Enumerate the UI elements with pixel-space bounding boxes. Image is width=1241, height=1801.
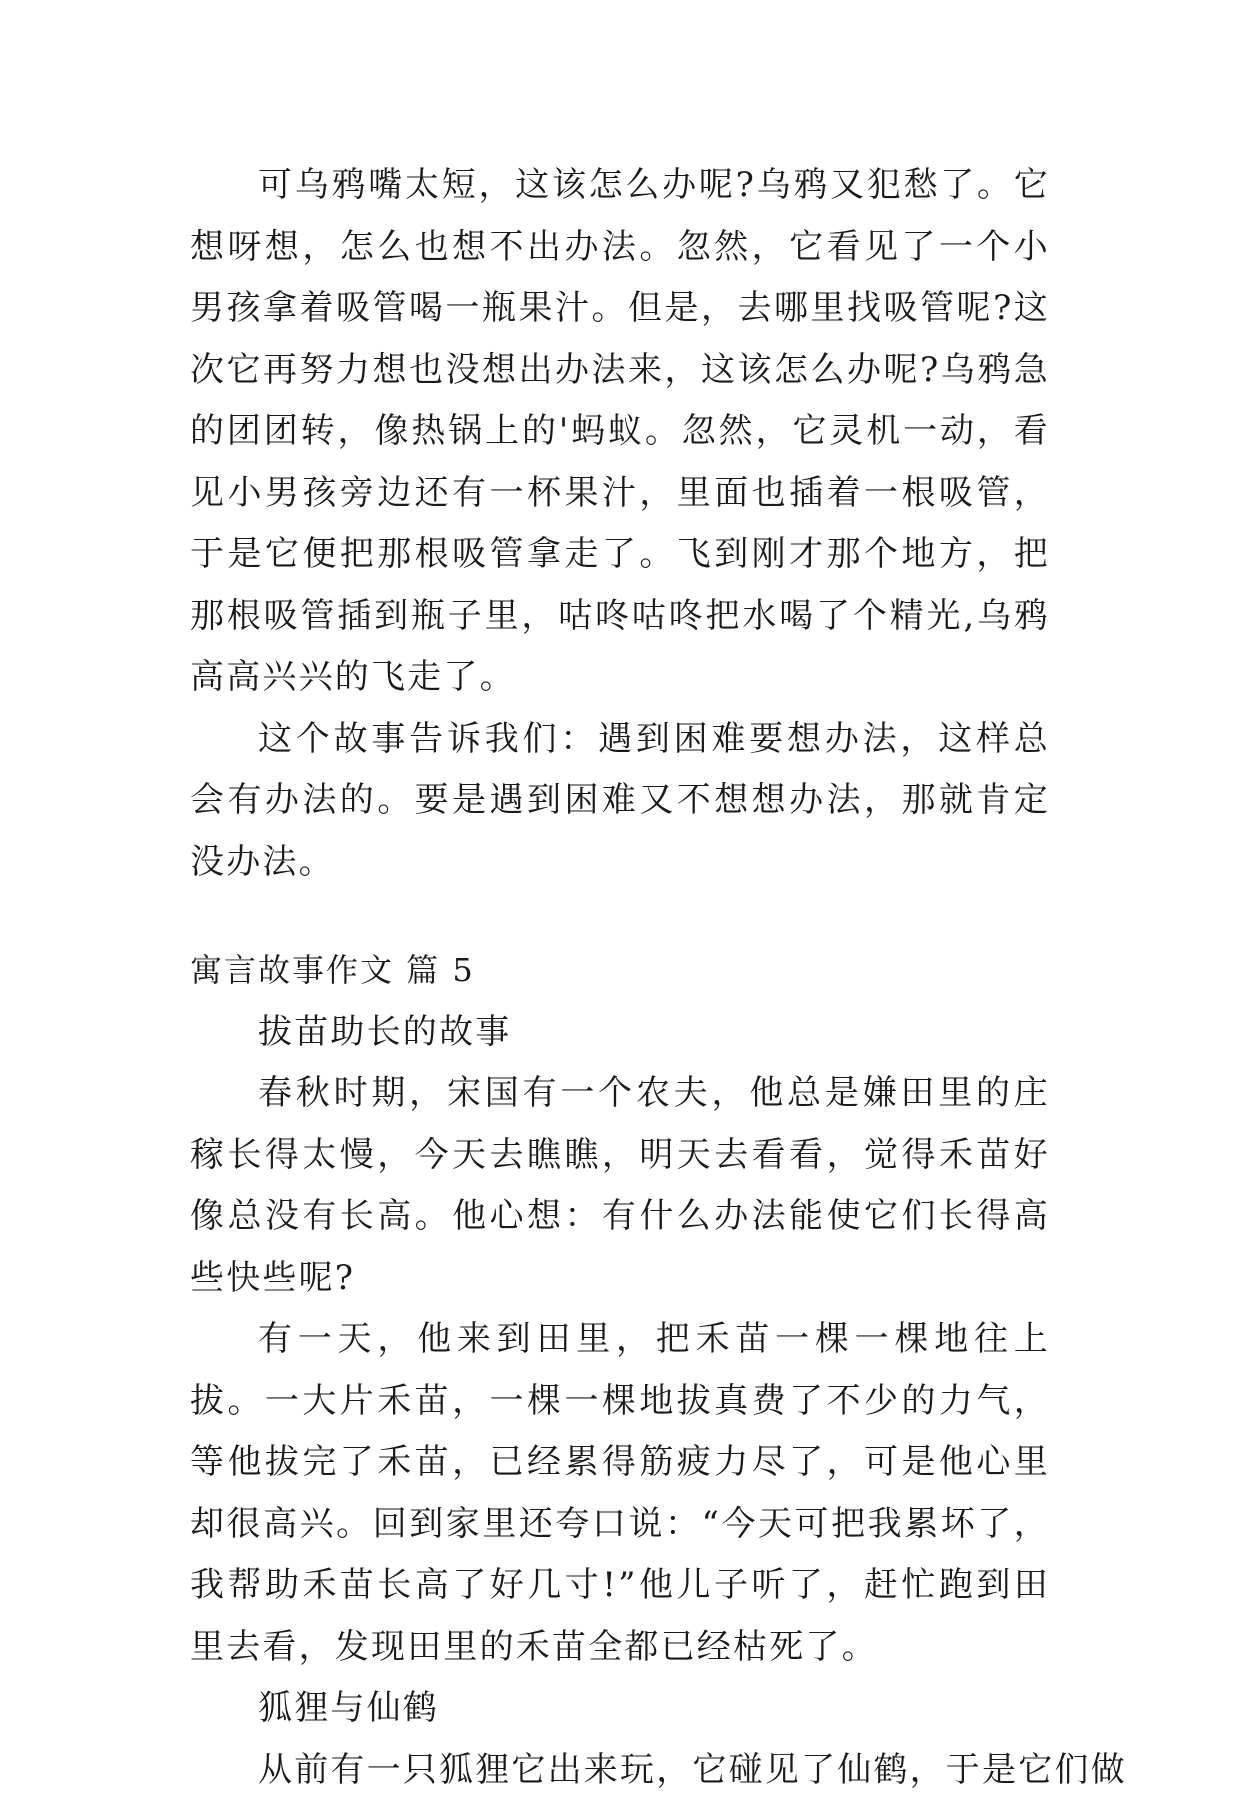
paragraph: 春秋时期，宋国有一个农夫，他总是嫌田里的庄稼长得太慢，今天去瞧瞧，明天去看看，觉得禾苗好像总没有长高。他心想：有什么办法能使它们长得高些快些呢? <box>190 1063 1050 1309</box>
section-heading: 寓言故事作文 篇 5 <box>190 940 1050 1002</box>
document-body <box>190 155 1050 1801</box>
story-title: 拔苗助长的故事 <box>190 1002 1050 1064</box>
paragraph: 有一天，他来到田里，把禾苗一棵一棵地往上拔。一大片禾苗，一棵一棵地拔真费了不少的力气，等他拔完了禾苗，已经累得筋疲力尽了，可是他心里却很高兴。回到家里还夸口说：“今天可把我累坏了，我帮助禾苗长高了好几寸!”他儿子听了，赶忙跑到田里去看，发现田里的禾苗全都已经枯死了。 <box>190 1309 1050 1678</box>
paragraph: 可乌鸦嘴太短，这该怎么办呢?乌鸦又犯愁了。它想呀想，怎么也想不出办法。忽然，它看见了一个小男孩拿着吸管喝一瓶果汁。但是，去哪里找吸管呢?这次它再努力想也没想出办法来，这该怎么办呢?乌鸦急的团团转，像热锅上的'蚂蚁。忽然，它灵机一动，看见小男孩旁边还有一杯果汁，里面也插着一根吸管，于是它便把那根吸管拿走了。飞到刚才那个地方，把那根吸管插到瓶子里，咕咚咕咚把水喝了个精光,乌鸦高高兴兴的飞走了。 <box>190 155 1050 709</box>
paragraph: 这个故事告诉我们：遇到困难要想办法，这样总会有办法的。要是遇到困难又不想想办法，那就肯定没办法。 <box>190 709 1050 894</box>
paragraph: 从前有一只狐狸它出来玩，它碰见了仙鹤，于是它们做 <box>190 1740 1050 1801</box>
story-title: 狐狸与仙鹤 <box>190 1678 1050 1740</box>
